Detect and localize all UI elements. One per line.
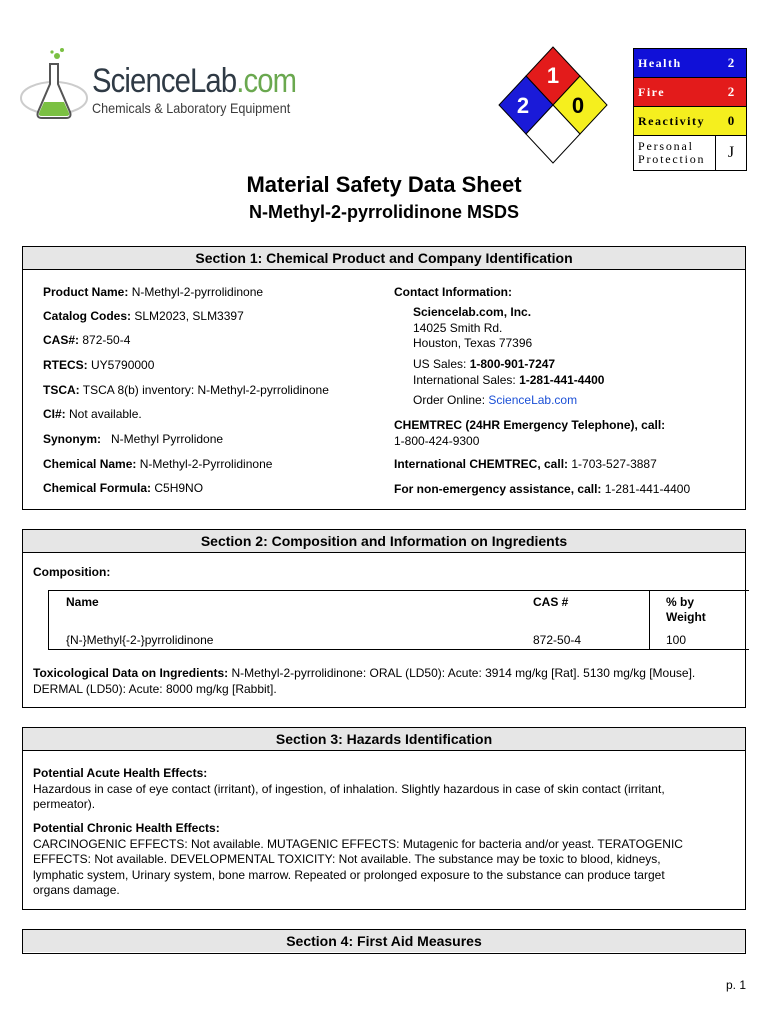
nfpa-fire-value: 1 bbox=[546, 63, 560, 88]
international-sales: International Sales: 1-281-441-4400 bbox=[413, 373, 605, 387]
non-emergency-assistance: For non-emergency assistance, call: 1-281-441-4400 bbox=[394, 482, 691, 496]
col-header-name: Name bbox=[66, 595, 99, 609]
ci-field: CI#: Not available. bbox=[43, 407, 142, 421]
chronic-effects-line-1: CARCINOGENIC EFFECTS: Not available. MUTAGENIC EFFECTS: Mutagenic for bacteria and/or yeast. TERATOGENIC bbox=[33, 837, 683, 851]
chemical-name-field: Chemical Name: N-Methyl-2-Pyrrolidinone bbox=[43, 457, 273, 471]
section-4-header: Section 4: First Aid Measures bbox=[23, 930, 745, 952]
catalog-codes-field: Catalog Codes: SLM2023, SLM3397 bbox=[43, 309, 244, 323]
nfpa-reactivity-value: 0 bbox=[571, 93, 585, 118]
chronic-effects-line-2: EFFECTS: Not available. DEVELOPMENTAL TOXICITY: Not available. The substance may be toxic to blood, kidneys, bbox=[33, 852, 661, 866]
contact-info-label: Contact Information: bbox=[394, 285, 512, 299]
table-cell-name: {N-}Methyl{-2-}pyrrolidinone bbox=[66, 633, 214, 647]
table-cell-cas: 872-50-4 bbox=[533, 633, 582, 647]
hmis-health-value: 2 bbox=[727, 55, 735, 70]
hmis-fire-label: Fire bbox=[638, 84, 666, 99]
chemical-formula-field: Chemical Formula: C5H9NO bbox=[43, 481, 204, 495]
nfpa-health-value: 2 bbox=[516, 93, 530, 118]
toxicological-data-line-2: DERMAL (LD50): Acute: 8000 mg/kg [Rabbit]. bbox=[33, 682, 277, 696]
section-2-header: Section 2: Composition and Information on Ingredients bbox=[23, 530, 745, 553]
composition-label: Composition: bbox=[33, 565, 111, 579]
company-name: Sciencelab.com, Inc. bbox=[413, 305, 532, 319]
section-4 bbox=[22, 929, 746, 954]
logo-dotcom: .com bbox=[236, 62, 297, 100]
acute-effects-label: Potential Acute Health Effects: bbox=[33, 766, 208, 780]
section-1-header: Section 1: Chemical Product and Company Identification bbox=[23, 247, 745, 270]
international-chemtrec: International CHEMTREC, call: 1-703-527-3887 bbox=[394, 457, 657, 471]
section-3-header: Section 3: Hazards Identification bbox=[23, 728, 745, 751]
cas-field: CAS#: 872-50-4 bbox=[43, 333, 131, 347]
rtecs-field: RTECS: UY5790000 bbox=[43, 358, 155, 372]
hmis-fire-row bbox=[634, 78, 746, 107]
hmis-reactivity-row bbox=[634, 107, 746, 136]
acute-effects-line-2: permeator). bbox=[33, 797, 96, 811]
section-3 bbox=[22, 727, 746, 910]
chronic-effects-label: Potential Chronic Health Effects: bbox=[33, 821, 220, 835]
toxicological-data-line-1: Toxicological Data on Ingredients: N-Methyl-2-pyrrolidinone: ORAL (LD50): Acute: 3914 mg/kg [Rat]. 5130 mg/kg [Mouse]. bbox=[33, 666, 696, 680]
chemtrec-label: CHEMTREC (24HR Emergency Telephone), call: bbox=[394, 418, 666, 432]
hmis-reactivity-label: Reactivity bbox=[638, 113, 705, 128]
address-line-1: 14025 Smith Rd. bbox=[413, 321, 503, 335]
section-2 bbox=[22, 529, 746, 708]
address-line-2: Houston, Texas 77396 bbox=[413, 336, 533, 350]
us-sales: US Sales: 1-800-901-7247 bbox=[413, 357, 556, 371]
hmis-reactivity-value: 0 bbox=[727, 113, 735, 128]
composition-table bbox=[48, 590, 749, 650]
hmis-ppe-value: J bbox=[715, 136, 746, 170]
col-header-weight-1: % by bbox=[666, 595, 695, 609]
sciencelab-logo bbox=[20, 46, 300, 136]
nfpa-diamond bbox=[498, 45, 608, 165]
col-header-weight-2: Weight bbox=[666, 610, 706, 624]
synonym-field: Synonym: N-Methyl Pyrrolidone bbox=[43, 432, 224, 446]
chemtrec-phone: 1-800-424-9300 bbox=[394, 434, 480, 448]
document-title: Material Safety Data Sheet bbox=[246, 172, 522, 197]
document-subtitle: N-Methyl-2-pyrrolidinone MSDS bbox=[248, 202, 519, 222]
composition-table-divider bbox=[649, 591, 650, 649]
logo-science: Science bbox=[92, 62, 191, 100]
hmis-health-label: Health bbox=[638, 55, 682, 70]
order-online: Order Online: ScienceLab.com bbox=[413, 393, 578, 407]
page-number: p. 1 bbox=[725, 978, 746, 992]
table-cell-weight: 100 bbox=[666, 633, 687, 647]
hmis-ppe-row bbox=[634, 136, 746, 170]
tsca-field: TSCA: TSCA 8(b) inventory: N-Methyl-2-pyrrolidinone bbox=[43, 383, 329, 397]
section-1 bbox=[22, 246, 746, 510]
hmis-table bbox=[633, 48, 747, 171]
col-header-cas: CAS # bbox=[533, 595, 569, 609]
flask-icon bbox=[20, 46, 92, 136]
hmis-ppe-label: Personal Protection bbox=[638, 139, 706, 166]
acute-effects-line-1: Hazardous in case of eye contact (irritant), of ingestion, of inhalation. Slightly hazardous in case of skin contact (irritant, bbox=[33, 782, 665, 796]
product-name-field: Product Name: N-Methyl-2-pyrrolidinone bbox=[43, 285, 264, 299]
logo-lab: Lab bbox=[190, 62, 237, 100]
logo-tagline: Chemicals & Laboratory Equipment bbox=[92, 100, 291, 116]
hmis-fire-value: 2 bbox=[727, 84, 735, 99]
chronic-effects-line-3: lymphatic system, Urinary system, bone marrow. Repeated or prolonged exposure to the substance can produce target bbox=[33, 868, 665, 882]
chronic-effects-line-4: organs damage. bbox=[33, 883, 120, 897]
hmis-health-row bbox=[634, 49, 746, 78]
order-online-link[interactable]: ScienceLab.com bbox=[488, 393, 578, 407]
